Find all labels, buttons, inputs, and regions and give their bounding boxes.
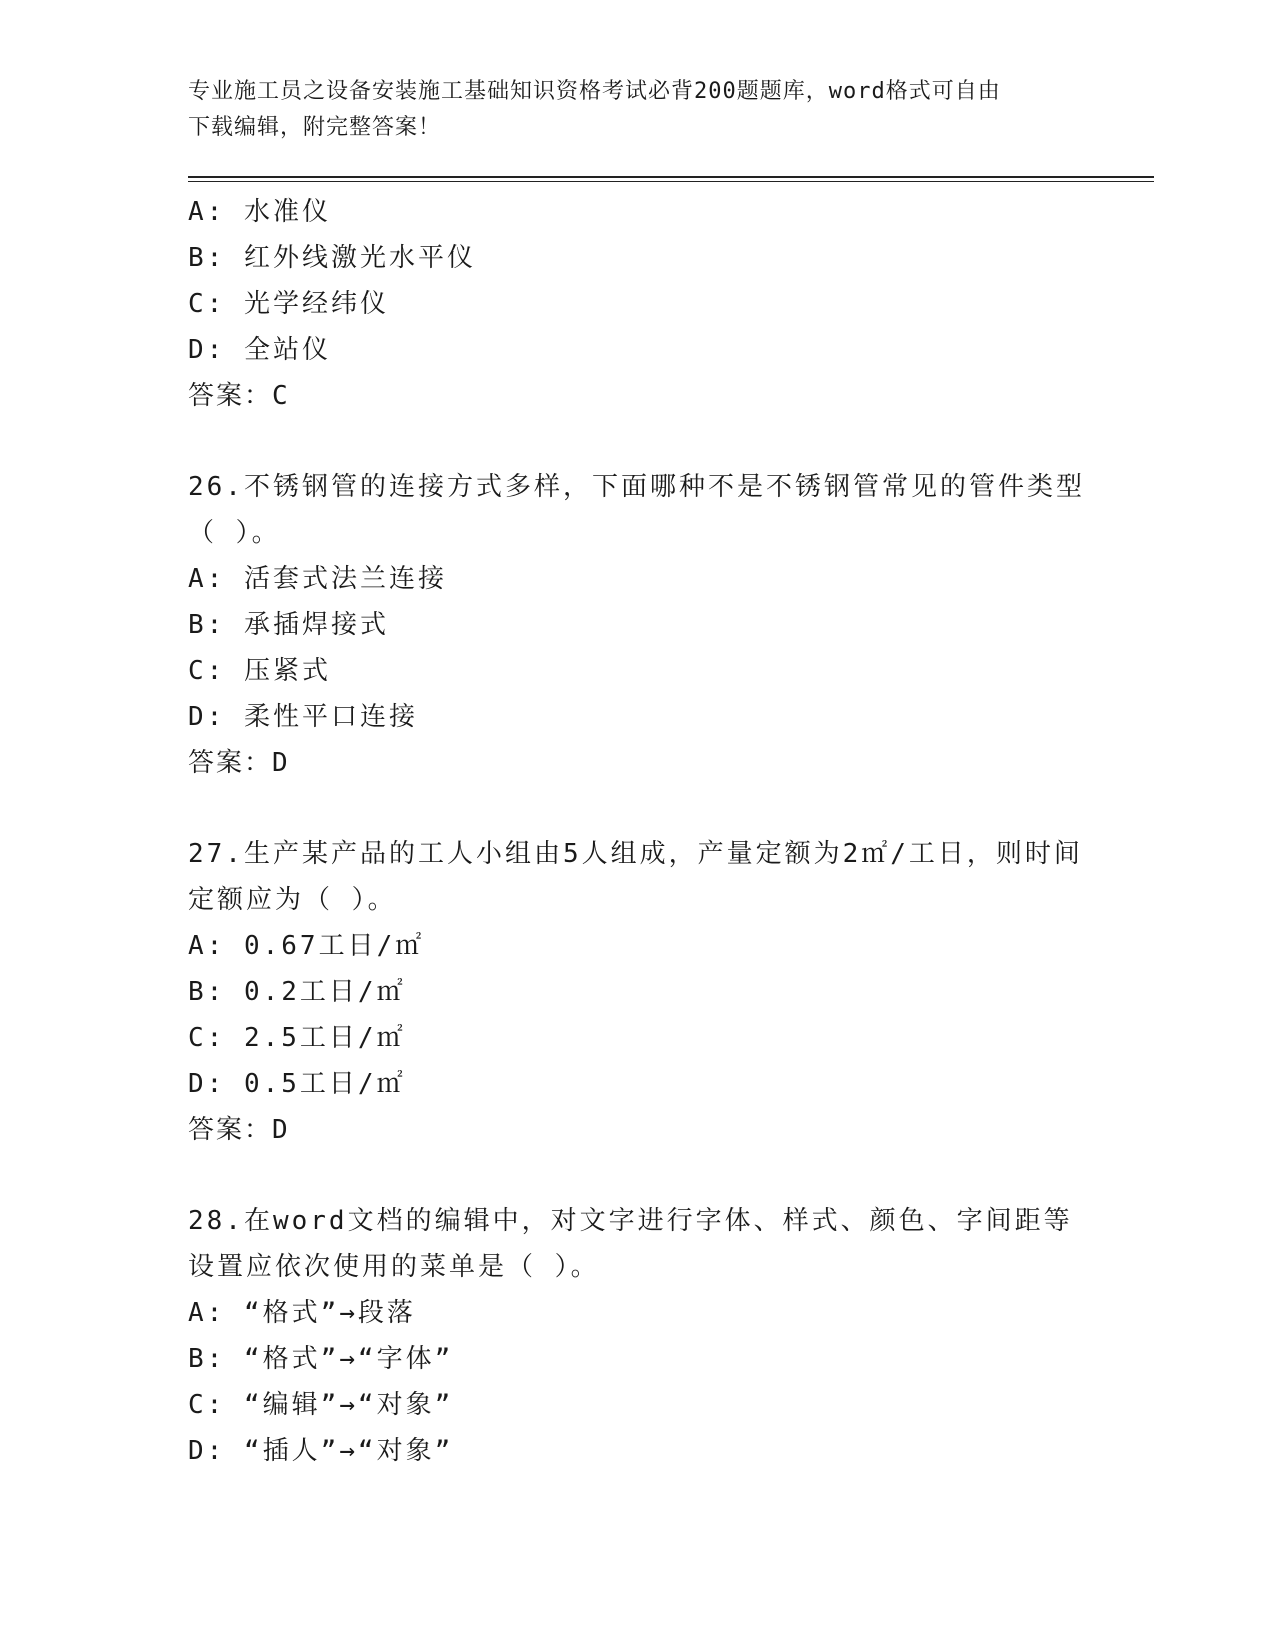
option-b: B: “格式”→“字体” — [188, 1344, 454, 1374]
option-b: B: 承插焊接式 — [188, 610, 389, 640]
answer: 答案：D — [188, 1115, 290, 1145]
answer: 答案：C — [188, 381, 290, 411]
question-stem: 27.生产某产品的工人小组由5人组成，产量定额为2㎡/工日，则时间 — [188, 839, 1083, 869]
question-25 — [188, 189, 1088, 419]
question-stem-continued: 设置应依次使用的菜单是（ ）。 — [188, 1252, 600, 1282]
header-line-1: 专业施工员之设备安装施工基础知识资格考试必背200题题库，word格式可自由 — [188, 79, 1001, 104]
header-divider-thick — [188, 176, 1154, 178]
question-stem: 26.不锈钢管的连接方式多样，下面哪种不是不锈钢管常见的管件类型 — [188, 472, 1085, 502]
spacer — [188, 419, 1088, 464]
option-b: B: 0.2工日/㎡ — [188, 977, 406, 1007]
option-c: C: 光学经纬仪 — [188, 289, 389, 319]
spacer — [188, 786, 1088, 831]
option-a: A: 水准仪 — [188, 197, 331, 227]
option-c: C: 2.5工日/㎡ — [188, 1023, 406, 1053]
option-d: D: 0.5工日/㎡ — [188, 1069, 406, 1099]
option-a: A: 活套式法兰连接 — [188, 564, 447, 594]
option-c: C: “编辑”→“对象” — [188, 1390, 454, 1420]
answer: 答案：D — [188, 748, 290, 778]
option-a: A: “格式”→段落 — [188, 1298, 416, 1328]
question-28 — [188, 1198, 1088, 1474]
document-body — [188, 189, 1088, 1474]
question-stem-continued: （ ）。 — [188, 518, 281, 548]
option-a: A: 0.67工日/㎡ — [188, 931, 425, 961]
option-d: D: 柔性平口连接 — [188, 702, 418, 732]
spacer — [188, 1153, 1088, 1198]
question-26 — [188, 464, 1088, 786]
header-line-2: 下载编辑，附完整答案！ — [188, 115, 442, 140]
question-stem-continued: 定额应为（ ）。 — [188, 885, 397, 915]
option-d: D: “插人”→“对象” — [188, 1436, 454, 1466]
option-c: C: 压紧式 — [188, 656, 331, 686]
question-stem: 28.在word文档的编辑中，对文字进行字体、样式、颜色、字间距等 — [188, 1206, 1073, 1236]
question-27 — [188, 831, 1088, 1153]
option-b: B: 红外线激光水平仪 — [188, 243, 476, 273]
header-divider-thin — [188, 181, 1154, 182]
option-d: D: 全站仪 — [188, 335, 331, 365]
document-header — [188, 74, 1088, 146]
